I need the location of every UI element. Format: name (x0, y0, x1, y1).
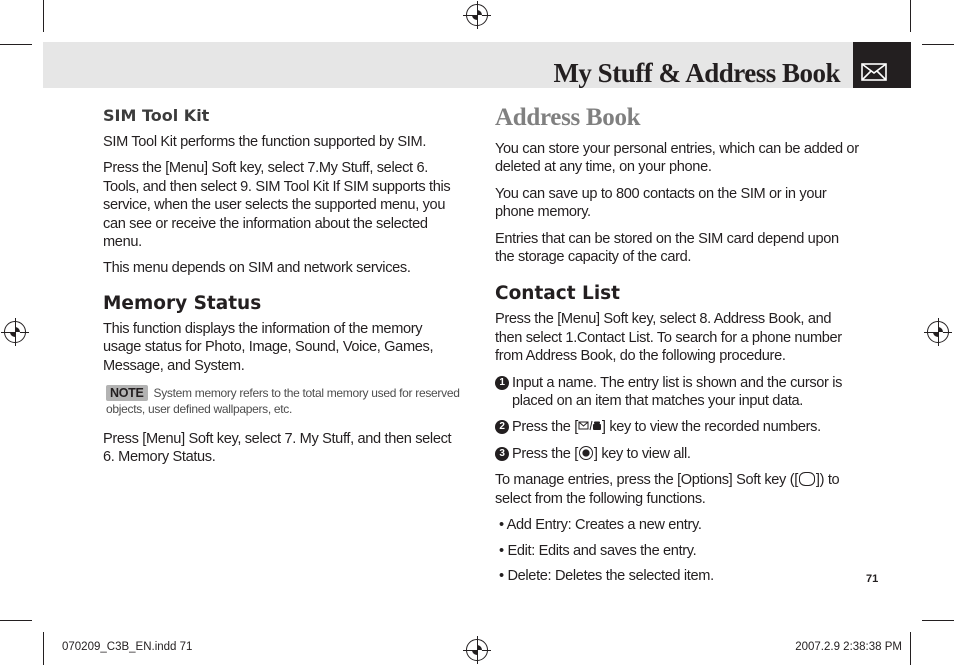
crop-mark-top-left-h (0, 44, 32, 45)
step-3-number: 3 (495, 447, 509, 461)
sim-tool-kit-paragraph-2: Press the [Menu] Soft key, select 7.My Stuff, select 6. Tools, and then select 9. SIM Tool Kit If SIM supports this service, when the user selects the supported menu, you can see or receive the information about the selected menu. (103, 160, 451, 251)
crop-mark-bottom-right-v (910, 632, 911, 665)
crop-mark-bottom-right-h (922, 620, 954, 621)
memory-status-heading: Memory Status (103, 292, 262, 314)
right-column (495, 104, 860, 592)
note-text: System memory refers to the total memory used for reserved objects, user defined wallpapers, etc. (106, 386, 460, 417)
page-number: 71 (866, 573, 879, 585)
registration-mark-top (466, 4, 488, 26)
address-book-paragraph-2: You can save up to 800 contacts on the SIM or in your phone memory. (495, 185, 827, 221)
slug-file-name: 070209_C3B_EN.indd 71 (62, 641, 193, 653)
address-book-paragraph-1: You can store your personal entries, which can be added or deleted at any time, on your phone. (495, 141, 859, 176)
contact-list-heading: Contact List (495, 283, 621, 305)
address-book-heading: Address Book (495, 104, 641, 131)
registration-mark-left (4, 321, 26, 343)
bullet-add-entry: • Add Entry: Creates a new entry. (499, 517, 702, 534)
step-2-number: 2 (495, 420, 509, 434)
message-phone-key-icon (578, 420, 602, 432)
bullet-delete: • Delete: Deletes the selected item. (499, 567, 714, 584)
step-3-text-after: ] key to view all. (593, 445, 691, 462)
step-2 (495, 418, 860, 436)
sim-tool-kit-paragraph-3: This menu depends on SIM and network services. (103, 260, 411, 277)
page-title: My Stuff & Address Book (553, 58, 840, 88)
contact-list-paragraph-2 (495, 471, 860, 508)
registration-mark-right (927, 321, 949, 343)
step-1-number: 1 (495, 376, 509, 390)
step-2-text-before: Press the [ (512, 419, 578, 436)
step-1-text: Input a name. The entry list is shown and the cursor is placed on an item that matches your input data. (512, 374, 843, 410)
step-3-text-before: Press the [ (512, 445, 578, 462)
crop-mark-bottom-left-h (0, 620, 32, 621)
left-column (103, 104, 463, 475)
step-1 (495, 374, 860, 411)
crop-mark-top-left-v (43, 0, 44, 32)
note-box (106, 385, 463, 417)
bullet-edit: • Edit: Edits and saves the entry. (499, 542, 697, 559)
address-book-paragraph-3: Entries that can be stored on the SIM card depend upon the storage capacity of the card. (495, 230, 839, 266)
header-icon-box (853, 42, 911, 88)
memory-status-paragraph-2: Press [Menu] Soft key, select 7. My Stuff, and then select 6. Memory Status. (103, 431, 452, 466)
crop-mark-top-right-h (922, 44, 954, 45)
options-text-before: To manage entries, press the [Options] Soft key ([ (495, 472, 798, 489)
step-3 (495, 445, 860, 463)
options-soft-key-icon (799, 472, 815, 486)
step-2-text-after: ] key to view the recorded numbers. (601, 419, 821, 436)
options-text-after: ]) to select from the following functions. (495, 472, 840, 507)
crop-mark-top-right-v (910, 0, 911, 32)
sim-tool-kit-paragraph-1: SIM Tool Kit performs the function supported by SIM. (103, 134, 427, 150)
envelope-icon (861, 63, 887, 81)
slug-timestamp: 2007.2.9 2:38:38 PM (795, 641, 902, 653)
registration-mark-bottom (466, 639, 488, 661)
memory-status-paragraph-1: This function displays the information of the memory usage status for Photo, Image, Sound, Voice, Games, Message, and System. (103, 320, 434, 374)
contact-list-paragraph-1: Press the [Menu] Soft key, select 8. Address Book, and then select 1.Contact List. To search for a phone number from Address Book, do the following procedure. (495, 311, 842, 365)
crop-mark-bottom-left-v (43, 632, 44, 665)
note-badge: NOTE (106, 385, 148, 401)
navigation-key-icon (579, 446, 593, 460)
sim-tool-kit-heading: SIM Tool Kit (103, 106, 210, 125)
